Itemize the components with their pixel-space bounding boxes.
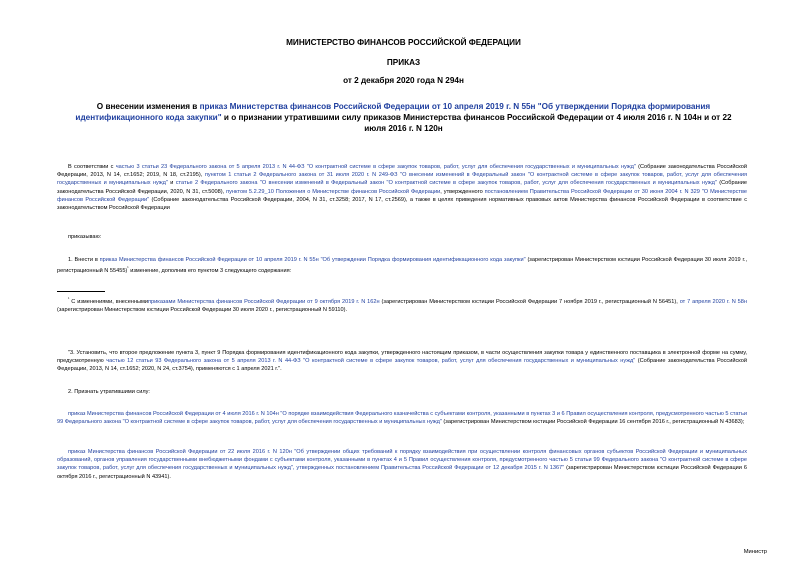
item-1-text: 1. Внести в	[68, 257, 100, 263]
link-order-104n[interactable]: приказ Министерства финансов Российской Федерации от 4 июля 2016 г. N 104н "О порядке взаимодействия Федерального казначейства с субъектами контроля, указанными в пунктах 3 и 6 Правил осуществления контроля, предусмотренного частью 5 статьи 99 Федерального закона "О контрактной системе в сфере закупок товаров, работ, услуг для обеспечения государственных и муниципальных нужд"	[57, 411, 747, 426]
link-order-162n[interactable]: приказами Министерства финансов Российской Федерации от 9 октября 2019 г. N 162н	[147, 298, 380, 305]
link-law-44fz-article-93[interactable]: частью 12 статьи 93 Федерального закона от 5 апреля 2013 г. N 44-ФЗ "О контрактной системе в сфере закупок товаров, работ, услуг для обеспечения государственных и муниципальных нужд"	[106, 358, 636, 365]
footnote-reference[interactable]: ¹	[127, 265, 129, 271]
document-type: ПРИКАЗ	[386, 58, 421, 67]
preamble-text: (Собрание законодательства Российской Федерации, 2004, N 31, ст.3258; 2017, N 17, ст.2569), а также в целях приведения нормативных правовых актов Министерства финансов Российской Федерации в соответствие с законодательством Российской Федерации	[57, 196, 748, 212]
item-1-text: изменение, дополнив его пунктом 3 следующего содержания:	[128, 268, 292, 275]
footnote-paragraph	[57, 295, 747, 314]
item-3-text: "3. Установить, что второе предложение пункта 3, пункт 9 Порядка формирования идентификационного кода закупки, утвержденного настоящим приказом, в части осуществления закупки товара у единственного поставщика в электронной форме на сумму, предусмотренную	[57, 350, 747, 365]
link-order-55n[interactable]: приказ Министерства финансов Российской Федерации от 10 апреля 2019 г. N 55н "Об утверждении Порядка формирования идентификационного кода закупки"	[99, 257, 526, 263]
preamble-text: , утвержденного	[440, 188, 485, 195]
repeal-2-paragraph	[57, 448, 747, 481]
title-link-order-55n[interactable]: приказ Министерства финансов Российской Федерации от 10 апреля 2019 г. N 55н "Об утверждении Порядка формирования идентификационного кода закупки"	[75, 102, 711, 122]
footnote-mark: ¹	[68, 296, 70, 301]
title-text-1: О внесении изменения в	[96, 102, 200, 111]
signature-label: Министр	[743, 549, 767, 555]
item-2-heading: 2. Признать утратившими силу:	[68, 389, 150, 395]
repeal-1-text: (зарегистрирован Министерством юстиции Российской Федерации 16 сентября 2016 г., регистрационный N 43683);	[441, 419, 745, 426]
repeal-1-paragraph	[57, 410, 747, 426]
preamble-text: и	[167, 180, 176, 187]
link-law-article-2[interactable]: статье 2 Федерального закона "О внесении изменений в Федеральный закон "О контрактной системе в сфере закупок товаров, работ, услуг для обеспечения государственных и муниципальных нужд"	[175, 180, 717, 187]
footnote-text: (зарегистрирован Министерством юстиции Российской Федерации 30 июля 2020 г., регистрационный N 59110).	[57, 307, 348, 314]
item-1-paragraph	[57, 256, 747, 275]
link-regulation-point[interactable]: пунктом 5.2.29_10 Положения о Министерстве финансов Российской Федерации	[226, 188, 441, 195]
document-date-number: от 2 декабря 2020 года N 294н	[343, 76, 464, 85]
link-order-58n[interactable]: от 7 апреля 2020 г. N 58н	[679, 298, 747, 305]
ministry-name: МИНИСТЕРСТВО ФИНАНСОВ РОССИЙСКОЙ ФЕДЕРАЦИИ	[286, 38, 521, 47]
link-government-decree-329[interactable]: постановлением Правительства Российской Федерации от 30 июня 2004 г. N 329 "О Министерстве финансов Российской Федерации"	[57, 188, 748, 203]
order-word: приказываю:	[68, 234, 102, 240]
link-law-44fz[interactable]: частью 3 статьи 23 Федерального закона от 5 апреля 2013 г. N 44-ФЗ "О контрактной системе в сфере закупок товаров, работ, услуг для обеспечения государственных и муниципальных нужд"	[115, 164, 636, 170]
item-1-text: (зарегистрирован Министерством юстиции Российской Федерации 30 июля 2019 г., регистрационный N 55455)	[57, 257, 747, 275]
item-3-paragraph	[57, 349, 747, 374]
title-text-2: и о признании утратившими силу приказов Министерства финансов Российской Федерации от 4 июля 2016 г. N 104н и от 22 июля 2016 г. N 120н	[221, 113, 732, 133]
footnote-separator	[57, 291, 105, 292]
document-title	[70, 101, 737, 134]
item-3-text: (Собрание законодательства Российской Федерации, 2013, N 14, ст.1652; 2020, N 24, ст.3754), применяются с 1 апреля 2021 г.".	[57, 358, 748, 373]
preamble-text: (Собрание законодательства Российской Федерации, 2013, N 14, ст.1652; 2019, N 18, ст.2195),	[57, 164, 748, 179]
link-order-120n[interactable]: приказ Министерства финансов Российской Федерации от 22 июля 2016 г. N 120н "Об утверждении общих требований к порядку взаимодействия при осуществлении контроля финансовых органов субъектов Российской Федерации и муниципальных образований, органов управления государственными внебюджетными фондами с субъектами контроля, указанными в пунктах 4 и 5 Правил осуществления контроля, предусмотренного частью 5 статьи 99 Федерального закона "О контрактной системе в сфере закупок товаров, работ, услуг для обеспечения государственных и муниципальных нужд", утвержденных постановлением Правительства Российской Федерации от 12 декабря 2015 г. N 1367"	[57, 449, 747, 472]
footnote-text: (зарегистрирован Министерством юстиции Российской Федерации 7 ноября 2019 г., регистрационный N 56451),	[379, 298, 680, 305]
repeal-2-text: (зарегистрирован Министерством юстиции Российской Федерации 6 октября 2016 г., регистрационный N 43941).	[57, 465, 747, 480]
preamble-paragraph	[57, 163, 747, 212]
link-law-249fz[interactable]: пунктом 1 статьи 2 Федерального закона от 31 июля 2020 г. N 249-ФЗ "О внесении изменений в Федеральный закон "О контрактной системе в сфере закупок товаров, работ, услуг для обеспечения государственных и муниципальных нужд"	[57, 172, 747, 187]
preamble-text: (Собрание законодательства Российской Федерации, 2020, N 31, ст.5008),	[57, 180, 748, 195]
footnote-text: С изменениями, внесенными	[69, 298, 148, 305]
preamble-text: В соответствии с	[68, 164, 116, 170]
